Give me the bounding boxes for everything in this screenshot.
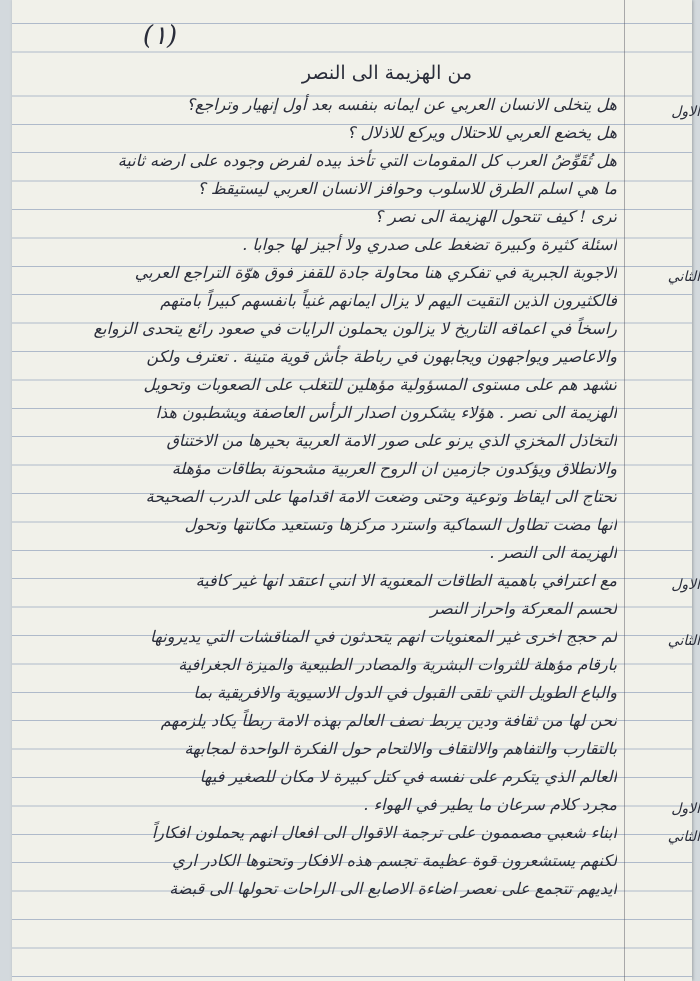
text-line: لكنهم يستشعرون قوة عظيمة تجسم هذه الافكار وتحتوها الكادر اري bbox=[172, 851, 617, 870]
text-line: بارقام مؤهلة للثروات البشرية والمصادر الطبيعية والميزة الجغرافية bbox=[178, 655, 617, 674]
page-number: (١) bbox=[142, 21, 178, 51]
text-line: هل يخضع العربي للاحتلال ويركع للاذلال ؟ bbox=[346, 123, 617, 142]
notebook-page bbox=[12, 0, 700, 981]
text-line: هل يتخلى الانسان العربي عن ايمانه بنفسه بعد أول إنهيار وتراجع؟ bbox=[186, 95, 617, 114]
margin-label: الاول bbox=[671, 577, 700, 593]
text-line: راسخاً في اعماقه التاريخ لا يزالون يحملون الرايات في صعود رائع يتحدى الزوابع bbox=[93, 319, 617, 338]
text-line: ما هي اسلم الطرق للاسلوب وحوافز الانسان العربي ليستيقظ ؟ bbox=[197, 179, 617, 198]
page-title: من الهزيمة الى النصر bbox=[301, 62, 473, 84]
text-line: تحتاج الى ايقاظ وتوعية وحتى وضعت الامة اقدامها على الدرب الصحيحة bbox=[145, 487, 617, 506]
text-line: تشهد هم على مستوى المسؤولية مؤهلين للتغلب على الصعوبات وتحويل bbox=[143, 375, 617, 394]
text-line: هل تُقَوِّضُ العرب كل المقومات التي تأخذ بيده لفرض وجوده على ارضه ثانية bbox=[117, 151, 617, 170]
margin-label: الثاني bbox=[667, 633, 700, 649]
text-line: ترى ! كيف تتحول الهزيمة الى نصر ؟ bbox=[374, 207, 617, 226]
text-line: والانطلاق ويؤكدون جازمين ان الروح العربية مشحونة بطاقات مؤهلة bbox=[171, 459, 617, 478]
text-line: لم حجج اخرى غير المعنويات انهم يتحدثون في المناقشات التي يديرونها bbox=[150, 627, 617, 646]
text-line: انها مضت تطاول السماكية واسترد مركزها وتستعيد مكانتها وتحول bbox=[184, 515, 617, 534]
text-line: العالم الذي يتكرم على نفسه في كتل كبيرة لا مكان للصغير فيها bbox=[199, 767, 617, 786]
margin-label: الاول bbox=[671, 104, 700, 120]
text-line: والباع الطويل التي تلقى القبول في الدول الاسيوية والافريقية بما bbox=[193, 683, 617, 702]
text-line: الاجوبة الجبرية في تفكري هنا محاولة جادة للقفز فوق هوّة التراجع العربي bbox=[134, 263, 617, 282]
text-line: فالكثيرون الذين التقيت اليهم لا يزال ايمانهم غنياً بانفسهم كبيراً بامتهم bbox=[160, 291, 617, 310]
margin-label: الثاني bbox=[667, 269, 700, 285]
margin-rule bbox=[624, 0, 625, 981]
text-line: التخاذل المخزي الذي يرنو على صور الامة العربية بحيرها من الاختناق bbox=[166, 431, 617, 450]
text-line: ابناء شعبي مصممون على ترجمة الاقوال الى افعال انهم يحملون افكاراً bbox=[151, 823, 617, 842]
text-line: والاعاصير ويواجهون ويجابهون في رباطة جأش قوية متينة . تعترف ولكن bbox=[146, 347, 617, 366]
text-line: مع اعترافي باهمية الطاقات المعنوية الا انني اعتقد انها غير كافية bbox=[195, 571, 617, 590]
text-line: الهزيمة الى النصر . bbox=[489, 543, 617, 562]
text-line: اسئلة كثيرة وكبيرة تضغط على صدري ولا أجيز لها جوابا . bbox=[242, 235, 617, 254]
margin-label: الثاني bbox=[667, 829, 700, 845]
text-line: مجرد كلام سرعان ما يطير في الهواء . bbox=[363, 795, 617, 814]
text-line: ايديهم تتجمع على نعصر اضاءة الاصابع الى الراحات تحولها الى قبضة bbox=[169, 879, 617, 898]
text-line: لحسم المعركة واحراز النصر bbox=[430, 599, 617, 618]
margin-label: الاول bbox=[671, 801, 700, 817]
text-line: الهزيمة الى نصر . هؤلاء يشكرون اصدار الرأس العاصفة ويشطبون هذا bbox=[155, 403, 617, 422]
text-line: نحن لها من ثقافة ودين يربط نصف العالم بهذه الامة ربطاً يكاد يلزمهم bbox=[160, 711, 617, 730]
text-line: بالتقارب والتفاهم والالتقاف والالتحام حول الفكرة الواحدة لمجابهة bbox=[184, 739, 617, 758]
